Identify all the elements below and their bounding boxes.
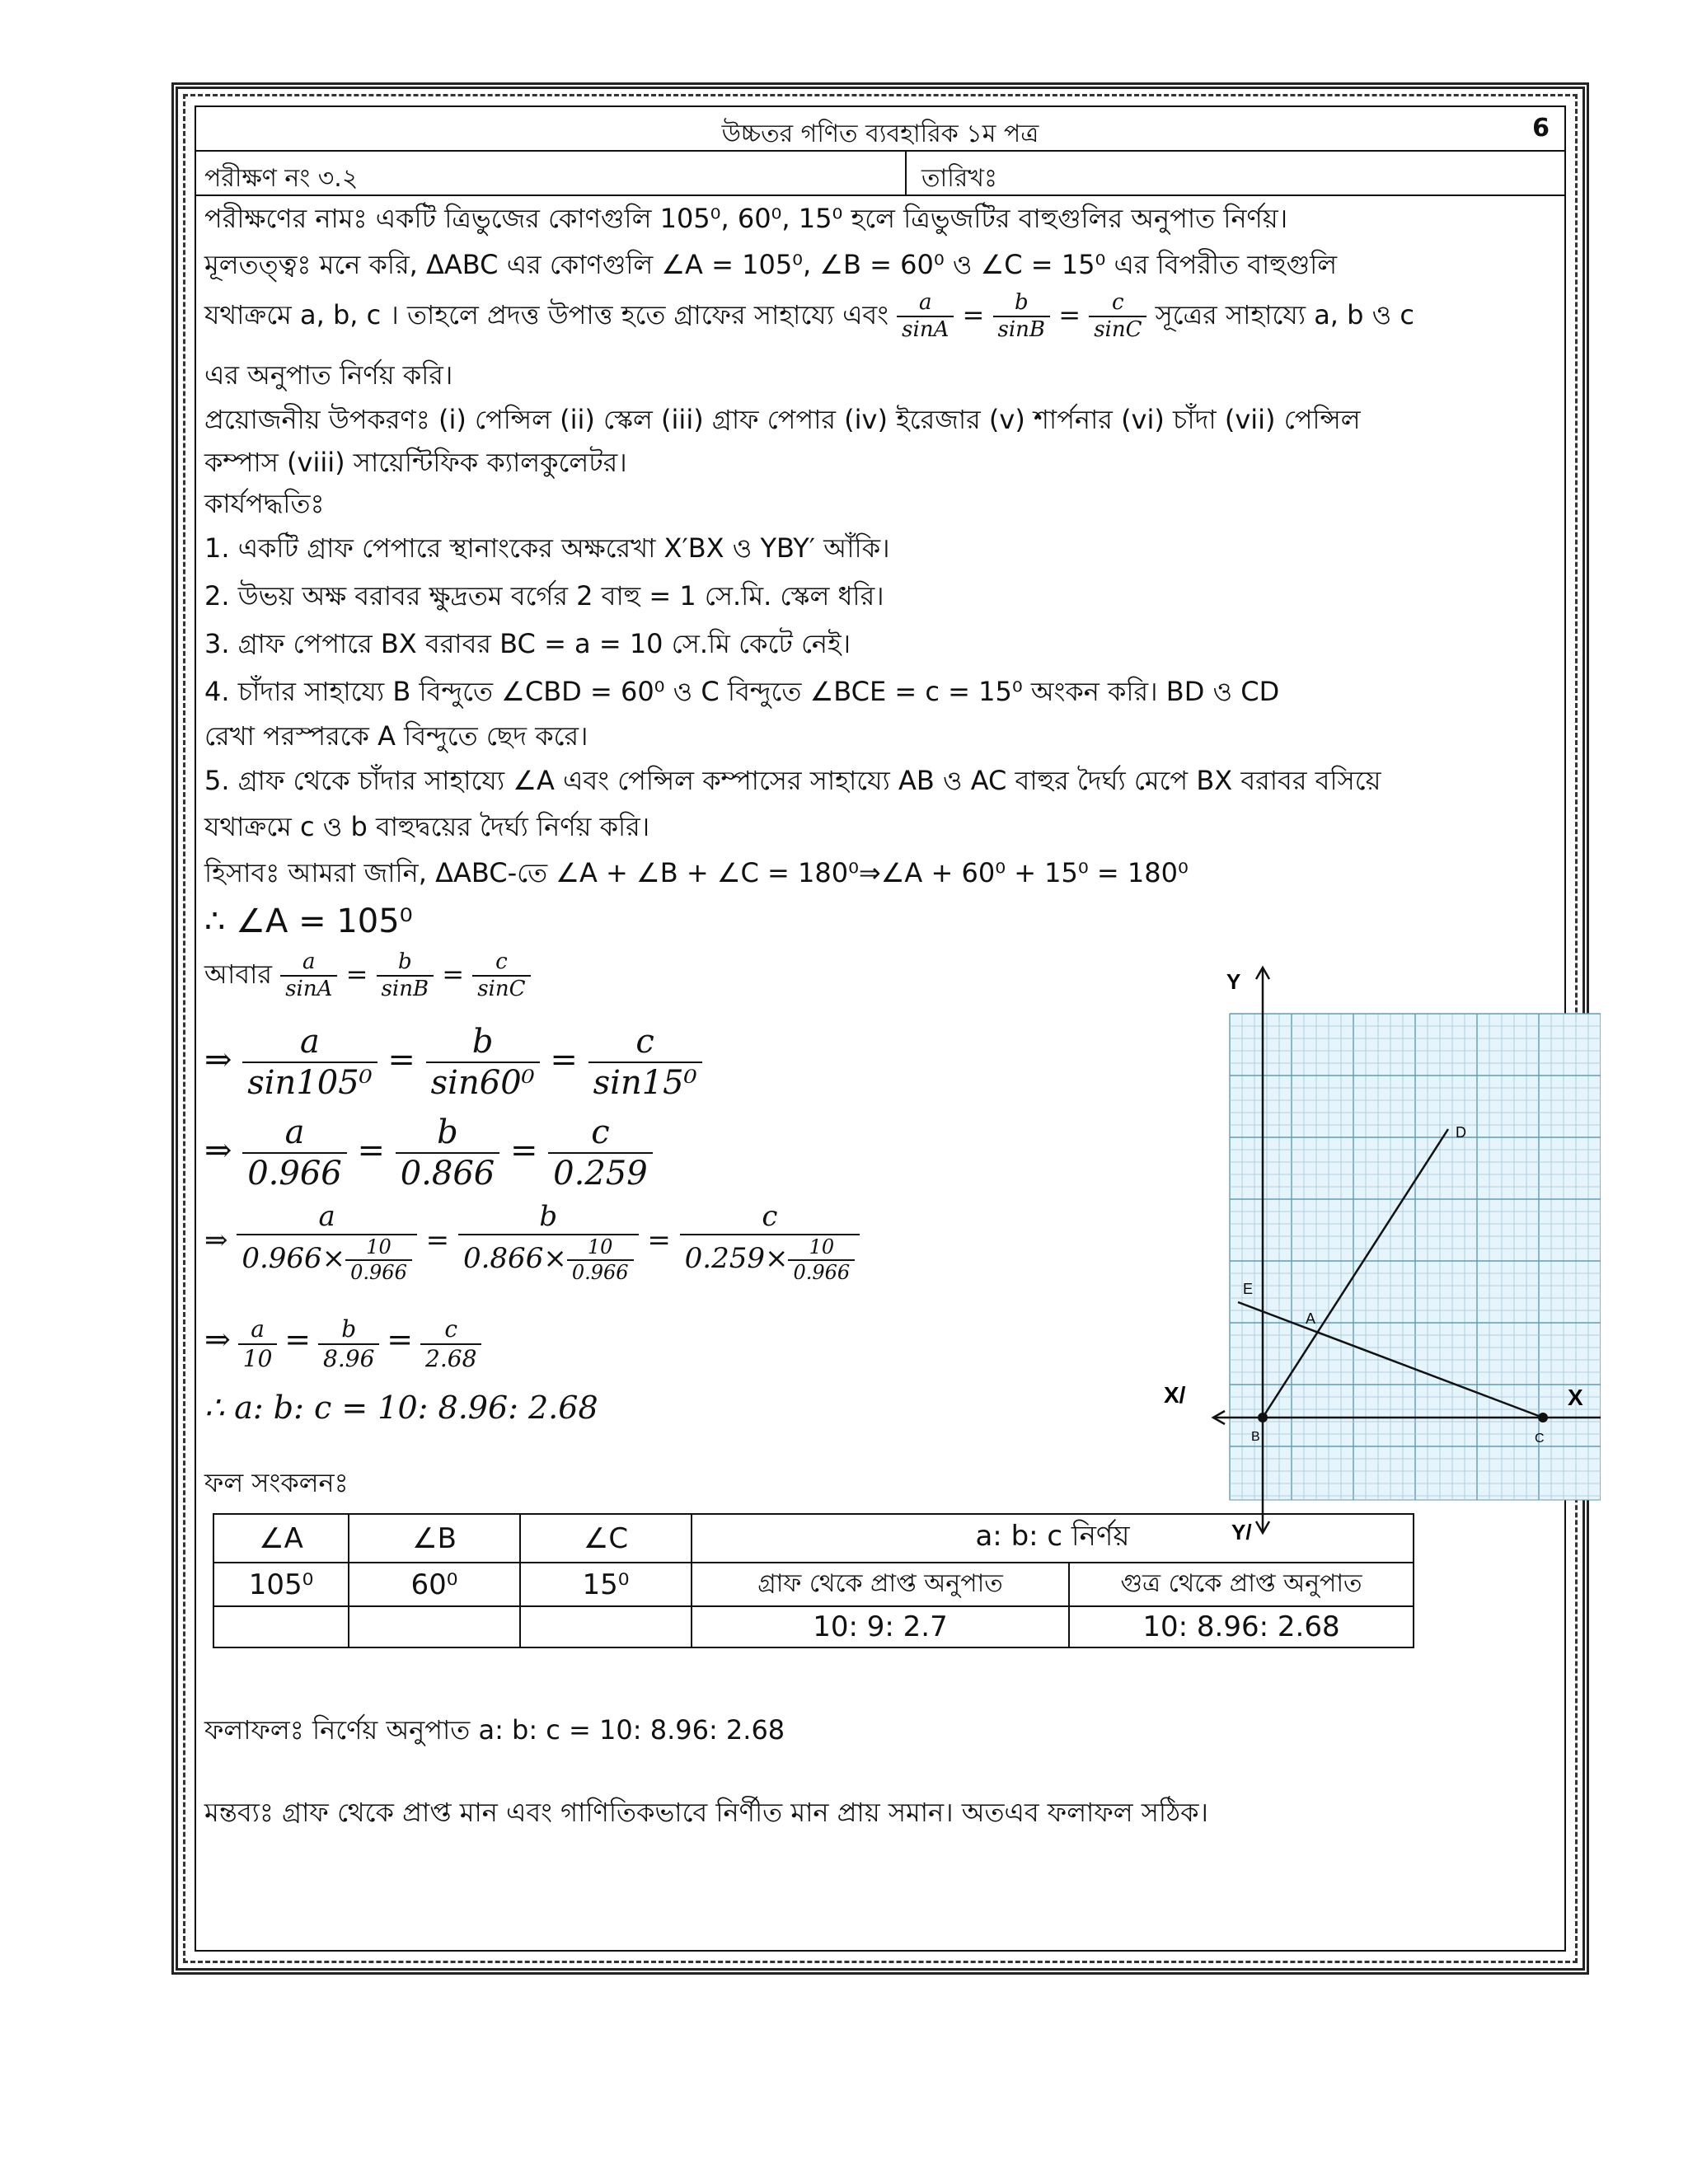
theory-line-3: এর অনুপাত নির্ণয় করি।	[204, 359, 453, 391]
implies: ⇒	[204, 1041, 232, 1079]
result-label: ফল সংকলনঃ	[204, 1467, 349, 1498]
label-d: D	[1456, 1124, 1466, 1141]
th-ratio: a: b: c নির্ণয়	[692, 1514, 1414, 1563]
eq-sign: =	[387, 1321, 414, 1358]
frac-scaled-c: c 0.259× $\frac{10}{0.966}$	[680, 1200, 860, 1284]
theory-line-2a: যথাক্রমে a, b, c । তাহলে প্রদত্ত উপাত্ত হতে গ্রাফের সাহায্যে এবং	[204, 299, 889, 331]
content-box	[195, 105, 1583, 1952]
label-a: A	[1306, 1310, 1316, 1327]
experiment-number: পরীক্ষণ নং ৩.২	[204, 164, 359, 193]
eq-sign: =	[550, 1041, 578, 1079]
step-3: 3. গ্রাফ পেপারে BX বরাবর BC = a = 10 সে.মি কেটে নেই।	[204, 628, 851, 659]
frac-a-sinA: $\frac{a}{\sin A}$	[280, 949, 337, 1002]
frac-0866: $\frac{b}{0.866}$	[396, 1113, 500, 1193]
label-b: B	[1251, 1430, 1260, 1444]
frac-0259: $\frac{c}{0.259}$	[548, 1113, 653, 1193]
sine-rule-a: $\frac{a}{\sin A}$	[897, 290, 954, 343]
label-c: C	[1535, 1432, 1545, 1446]
frac-10: $\frac{a}{10}$	[238, 1315, 278, 1372]
frac-scaled-b: b 0.866× $\frac{10}{0.966}$	[458, 1200, 639, 1284]
procedure-title: কার্যপদ্ধতিঃ	[204, 488, 325, 519]
frac-sin15: $\frac{c}{\text{sin15⁰}}$	[588, 1022, 702, 1103]
conclusion: ফলাফলঃ নির্ণেয় অনুপাত a: b: c = 10: 8.96: 2.68	[204, 1714, 785, 1746]
th-graph-ratio: গ্রাফ থেকে প্রাপ্ত অনুপাত	[692, 1563, 1069, 1606]
calc-line-3	[204, 949, 531, 1002]
step-1: 1. একটি গ্রাফ পেপারে স্থানাংকের অক্ষরেখা X′BX ও YBY′ আঁকি।	[204, 532, 890, 564]
eq-sign: =	[1058, 299, 1081, 331]
calc-final: ∴ a: b: c = 10: 8.96: 2.68	[204, 1390, 598, 1426]
calc-line-5	[204, 1113, 653, 1193]
step-4a: 4. চাঁদার সাহায্যে B বিন্দুতে ∠CBD = 60⁰ ও C বিন্দুতে ∠BCE = c = 15⁰ অংকন করি। BD ও CD	[204, 676, 1280, 707]
sine-rule-c: $\frac{c}{\sin C}$	[1089, 290, 1146, 343]
empty-cell	[213, 1606, 349, 1647]
th-angle-b: ∠B	[349, 1514, 520, 1563]
implies: ⇒	[204, 1224, 228, 1258]
calc-line-4	[204, 1022, 702, 1103]
header-row	[196, 107, 1564, 152]
frac-c-sinC: $\frac{c}{\sin C}$	[472, 949, 530, 1002]
remark: মন্তব্যঃ গ্রাফ থেকে প্রাপ্ত মান এবং গাণিতিকভাবে নির্ণীত মান প্রায় সমান। অতএব ফলাফল সঠিক।	[204, 1797, 1208, 1828]
eq-sign: =	[284, 1321, 312, 1358]
implies: ⇒	[204, 1132, 232, 1169]
eq-sign: =	[345, 958, 368, 991]
calc-line-1: হিসাবঃ আমরা জানি, ΔABC-তে ∠A + ∠B + ∠C = 180⁰⇒∠A + 60⁰ + 15⁰ = 180⁰	[204, 857, 1189, 888]
eq-sign: =	[962, 299, 985, 331]
eq-sign: =	[647, 1224, 671, 1258]
sine-rule-b: $\frac{b}{\sin B}$	[993, 290, 1051, 343]
step-5b: যথাক্রমে c ও b বাহুদ্বয়ের দৈর্ঘ্য নির্ণয় করি।	[204, 811, 650, 842]
frac-sin60: $\frac{b}{\text{sin60⁰}}$	[426, 1022, 540, 1103]
calc-prefix: আবার	[204, 958, 273, 991]
point-b	[1258, 1413, 1268, 1422]
eq-sign: =	[509, 1132, 538, 1169]
theory-line-2b: সূত্রের সাহায্যে a, b ও c	[1155, 299, 1414, 331]
frac-b-sinB: $\frac{b}{\sin B}$	[377, 949, 434, 1002]
graph-ratio: 10: 9: 2.7	[692, 1606, 1069, 1647]
calc-line-6	[204, 1200, 860, 1284]
calc-line-7	[204, 1315, 481, 1372]
empty-cell	[520, 1606, 692, 1647]
val-angle-a: 105⁰	[213, 1563, 349, 1606]
eq-sign: =	[442, 958, 465, 991]
step-2: 2. উভয় অক্ষ বরাবর ক্ষুদ্রতম বর্গের 2 বাহু = 1 সে.মি. স্কেল ধরি।	[204, 580, 884, 612]
frac-sin105: $\frac{a}{\text{sin105⁰}}$	[242, 1022, 377, 1103]
label-y-prime: Y/	[1231, 1520, 1252, 1541]
meta-row	[196, 152, 1564, 196]
theory-line-2	[204, 290, 1414, 343]
frac-scaled-a: a 0.966× $\frac{10}{0.966}$	[237, 1200, 417, 1284]
step-5a: 5. গ্রাফ থেকে চাঁদার সাহায্যে ∠A এবং পেন্সিল কম্পাসের সাহায্যে AB ও AC বাহুর দৈর্ঘ্য মেপে BX বরাবর বসিয়ে	[204, 765, 1381, 796]
eq-sign: =	[425, 1224, 450, 1258]
label-e: E	[1243, 1281, 1254, 1297]
label-x: X	[1568, 1385, 1583, 1410]
eq-sign: =	[357, 1132, 385, 1169]
label-x-prime: X/	[1164, 1382, 1186, 1408]
eq-sign: =	[387, 1041, 415, 1079]
empty-cell	[349, 1606, 520, 1647]
calc-line-2: ∴ ∠A = 105⁰	[204, 902, 413, 940]
frac-0966: $\frac{a}{0.966}$	[242, 1113, 347, 1193]
experiment-name: পরীক্ষণের নামঃ একটি ত্রিভুজের কোণগুলি 105⁰, 60⁰, 15⁰ হলে ত্রিভুজটির বাহুগুলির অনুপাত নির্ণয়।	[204, 203, 1288, 234]
formula-ratio: 10: 8.96: 2.68	[1069, 1606, 1414, 1647]
val-angle-b: 60⁰	[349, 1563, 520, 1606]
graph-figure	[1040, 964, 1601, 1541]
equipment-line-2: কম্পাস (viii) সায়েন্টিফিক ক্যালকুলেটর।	[204, 447, 627, 478]
step-4b: রেখা পরস্পরকে A বিন্দুতে ছেদ করে।	[204, 720, 588, 752]
theory-line-1: মূলতত্ত্বঃ মনে করি, ΔABC এর কোণগুলি ∠A = 105⁰, ∠B = 60⁰ ও ∠C = 15⁰ এর বিপরীত বাহুগুলি	[204, 249, 1338, 280]
page-border	[171, 82, 1589, 1975]
label-y: Y	[1226, 969, 1241, 994]
val-angle-c: 15⁰	[520, 1563, 692, 1606]
frac-896: $\frac{b}{8.96}$	[318, 1315, 379, 1372]
th-angle-c: ∠C	[520, 1514, 692, 1563]
page-number: 6	[1532, 114, 1550, 143]
th-angle-a: ∠A	[213, 1514, 349, 1563]
page-title: উচ্চতর গণিত ব্যবহারিক ১ম পত্র	[721, 120, 1039, 148]
implies: ⇒	[204, 1321, 231, 1358]
equipment-line-1: প্রয়োজনীয় উপকরণঃ (i) পেন্সিল (ii) স্কেল (iii) গ্রাফ পেপার (iv) ইরেজার (v) শার্পনার (vi) চাঁদা (vii) পেন্সিল	[204, 404, 1361, 435]
point-c	[1538, 1413, 1548, 1422]
frac-268: $\frac{c}{2.68}$	[420, 1315, 481, 1372]
meta-divider	[905, 152, 907, 194]
th-formula-ratio: গুত্র থেকে প্রাপ্ত অনুপাত	[1069, 1563, 1414, 1606]
date-label: তারিখঃ	[921, 164, 997, 193]
